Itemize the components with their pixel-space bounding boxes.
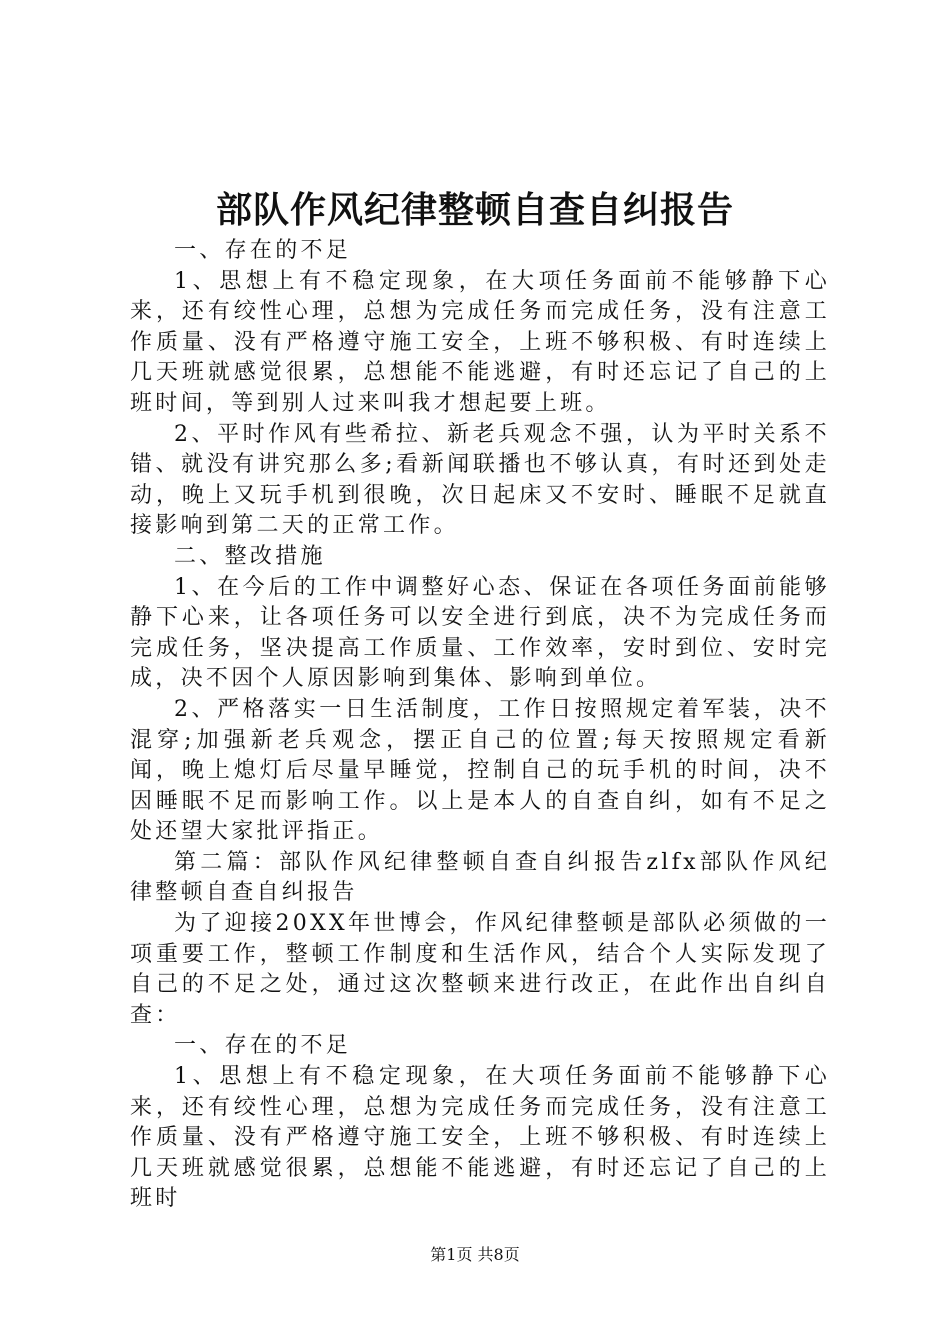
paragraph: 1、在今后的工作中调整好心态、保证在各项任务面前能够静下心来，让各项任务可以安全进行到底，决不为完成任务而完成任务，坚决提高工作质量、工作效率，安时到位、安时完成，决不因个人原因影响到集体、影响到单位。 <box>130 574 830 692</box>
paragraph: 1、思想上有不稳定现象，在大项任务面前不能够静下心来，还有绞性心理，总想为完成任务而完成任务，没有注意工作质量、没有严格遵守施工安全，上班不够积极、有时连续上几天班就感觉很累，总想能不能逃避，有时还忘记了自己的上班时间，等到别人过来叫我才想起要上班。 <box>130 268 830 416</box>
document-body <box>130 236 830 1215</box>
paragraph: 2、平时作风有些希拉、新老兵观念不强，认为平时关系不错、就没有讲究那么多;看新闻联播也不够认真，有时还到处走动，晚上又玩手机到很晚，次日起床又不安时、睡眠不足就直接影响到第二天的正常工作。 <box>130 421 830 539</box>
section-heading: 二、整改措施 <box>174 543 326 569</box>
paragraph: 为了迎接20XX年世博会，作风纪律整顿是部队必须做的一项重要工作，整顿工作制度和生活作风，结合个人实际发现了自己的不足之处，通过这次整顿来进行改正，在此作出自纠自查： <box>130 911 830 1028</box>
document-title: 部队作风纪律整顿自查自纠报告 <box>215 189 734 231</box>
paragraph: 第二篇：部队作风纪律整顿自查自纠报告zlfx部队作风纪律整顿自查自纠报告 <box>130 849 830 906</box>
page-number-footer: 第1页 共8页 <box>430 1245 520 1264</box>
paragraph: 1、思想上有不稳定现象，在大项任务面前不能够静下心来，还有绞性心理，总想为完成任务而完成任务，没有注意工作质量、没有严格遵守施工安全，上班不够积极、有时连续上几天班就感觉很累，总想能不能逃避，有时还忘记了自己的上班时 <box>130 1064 830 1212</box>
paragraph: 2、严格落实一日生活制度，工作日按照规定着军装，决不混穿;加强新老兵观念，摆正自己的位置;每天按照规定看新闻，晚上熄灯后尽量早睡觉，控制自己的玩手机的时间，决不因睡眠不足而影响工作。以上是本人的自查自纠，如有不足之处还望大家批评指正。 <box>130 696 830 845</box>
section-heading: 一、存在的不足 <box>174 238 352 263</box>
section-heading: 一、存在的不足 <box>174 1033 352 1059</box>
